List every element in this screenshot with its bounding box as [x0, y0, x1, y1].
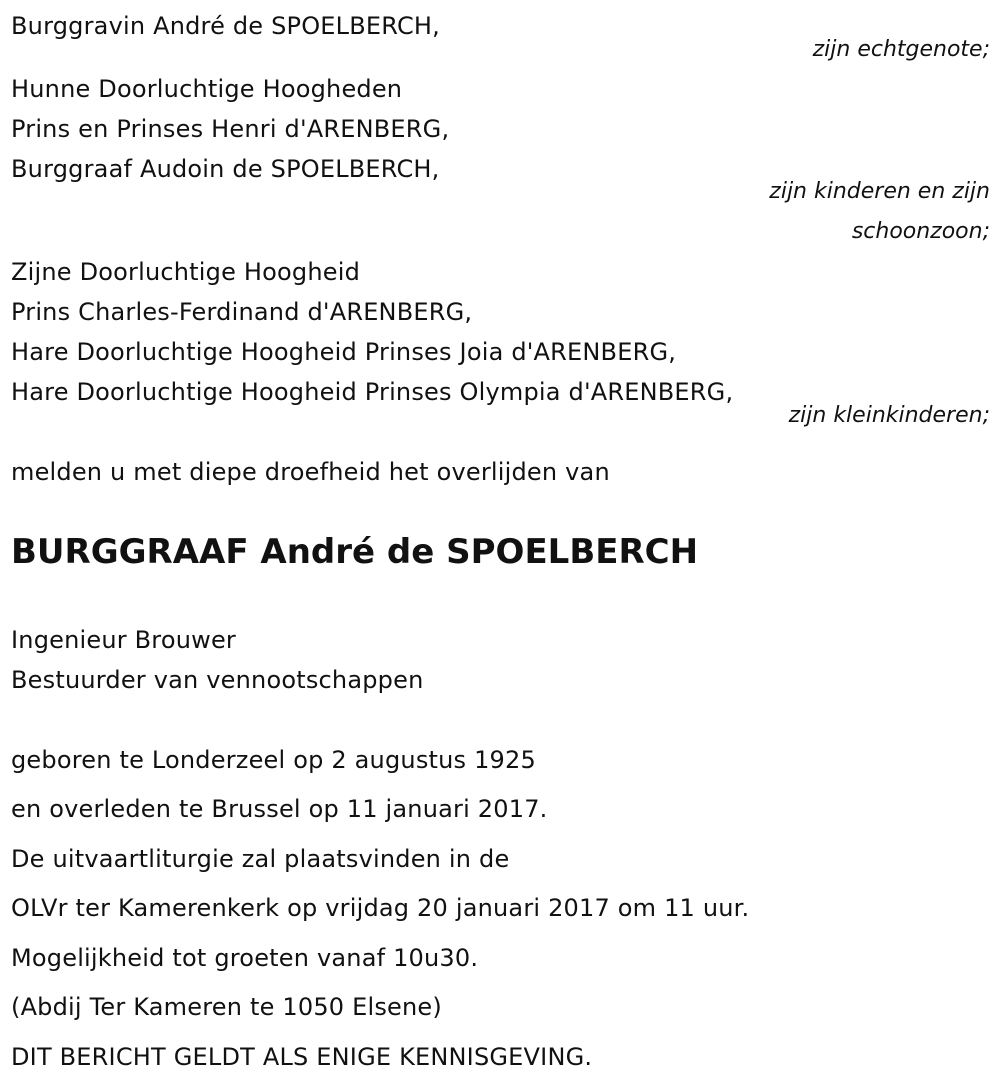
- grandchildren-role: zijn kleinkinderen;: [788, 403, 990, 428]
- detail-line: De uitvaartliturgie zal plaatsvinden in de: [11, 845, 510, 873]
- detail-line: DIT BERICHT GELDT ALS ENIGE KENNISGEVING.: [11, 1043, 593, 1071]
- spouse-name: Burggravin André de SPOELBERCH,: [11, 12, 440, 40]
- children-name-line: Hunne Doorluchtige Hoogheden: [11, 75, 403, 103]
- children-name-line: Prins en Prinses Henri d'ARENBERG,: [11, 115, 450, 143]
- grandchildren-name-line: Hare Doorluchtige Hoogheid Prinses Joia d'ARENBERG,: [11, 338, 677, 366]
- announcement-text: melden u met diepe droefheid het overlijden van: [11, 458, 610, 486]
- grandchildren-name-line: Hare Doorluchtige Hoogheid Prinses Olympia d'ARENBERG,: [11, 378, 734, 406]
- detail-line: en overleden te Brussel op 11 januari 2017.: [11, 795, 548, 823]
- detail-line: OLVr ter Kamerenkerk op vrijdag 20 januari 2017 om 11 uur.: [11, 894, 750, 922]
- grandchildren-name-line: Zijne Doorluchtige Hoogheid: [11, 258, 361, 286]
- title-line: Ingenieur Brouwer: [11, 626, 237, 654]
- detail-line: (Abdij Ter Kameren te 1050 Elsene): [11, 993, 442, 1021]
- grandchildren-name-line: Prins Charles-Ferdinand d'ARENBERG,: [11, 298, 473, 326]
- deceased-name: BURGGRAAF André de SPOELBERCH: [11, 532, 699, 572]
- children-role-line: schoonzoon;: [851, 219, 990, 244]
- title-line: Bestuurder van vennootschappen: [11, 666, 424, 694]
- children-name-line: Burggraaf Audoin de SPOELBERCH,: [11, 155, 440, 183]
- spouse-role: zijn echtgenote;: [812, 37, 990, 62]
- detail-line: Mogelijkheid tot groeten vanaf 10u30.: [11, 944, 479, 972]
- detail-line: geboren te Londerzeel op 2 augustus 1925: [11, 746, 536, 774]
- children-role-line: zijn kinderen en zijn: [769, 179, 990, 204]
